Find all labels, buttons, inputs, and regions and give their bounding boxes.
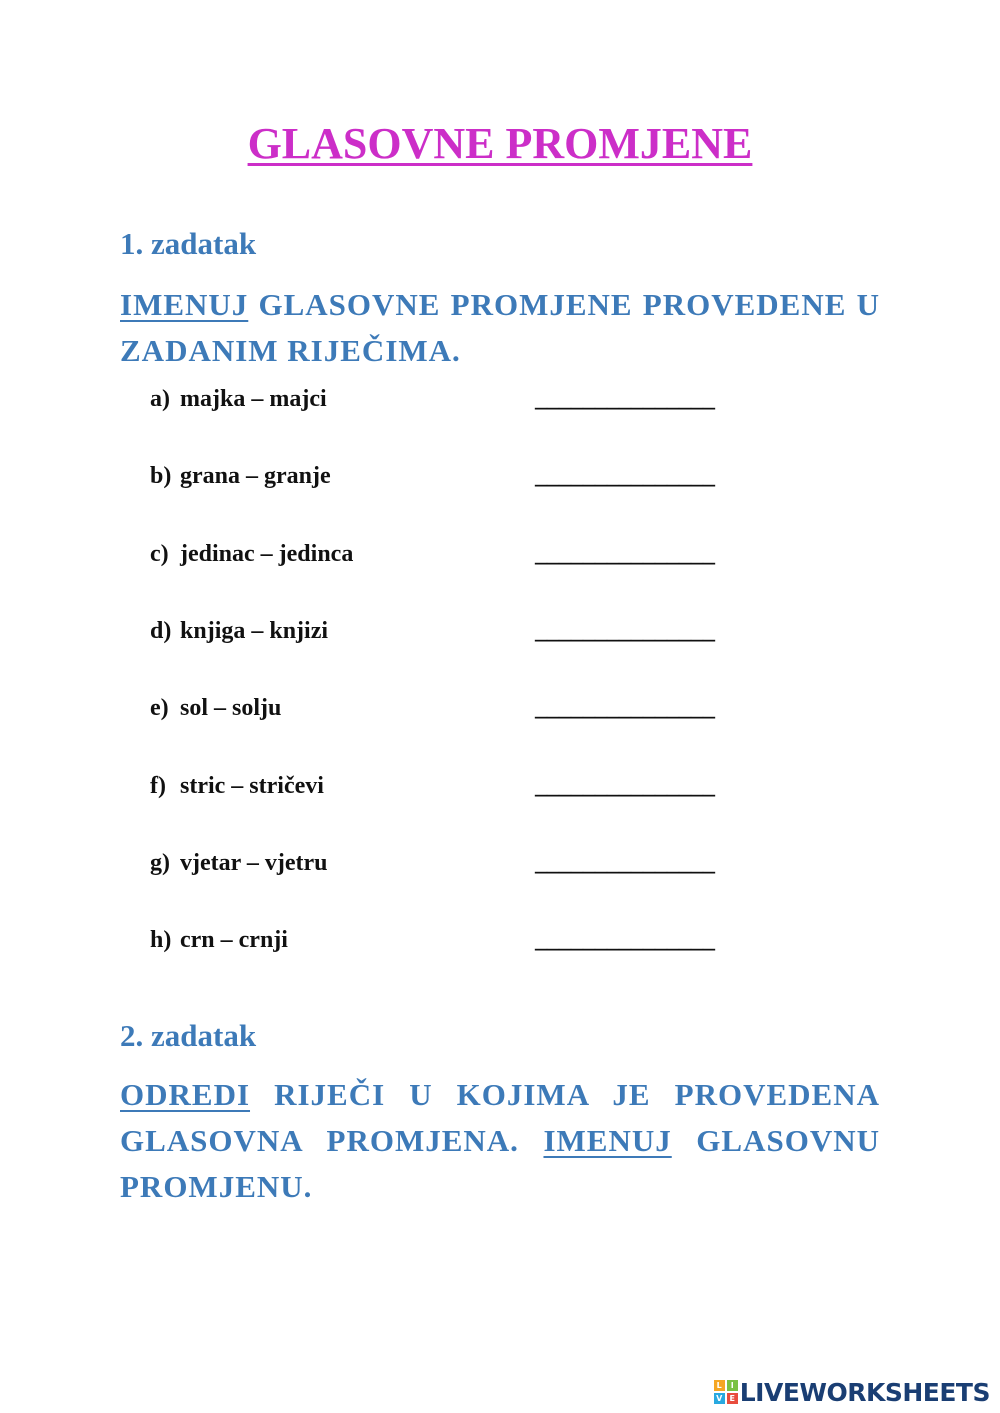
item-words: crn – crnji — [180, 927, 288, 954]
instruction-verb-1: ODREDI — [120, 1077, 251, 1112]
answer-blank[interactable]: _______________ — [535, 540, 715, 567]
task-2-instruction: ODREDI RIJEČI U KOJIMA JE PROVEDENA GLASOVNA PROMJENA. IMENUJ GLASOVNU PROMJENU. — [120, 1077, 880, 1204]
answer-blank[interactable]: _______________ — [535, 463, 715, 490]
item-letter: g) — [150, 849, 170, 876]
item-words: majka – majci — [180, 386, 327, 412]
list-item — [150, 695, 750, 731]
logo-square: L — [714, 1380, 725, 1391]
list-item — [150, 773, 750, 809]
item-words: grana – granje — [180, 463, 331, 490]
logo-square: V — [714, 1393, 725, 1404]
item-letter: b) — [150, 463, 172, 490]
list-item — [150, 463, 750, 499]
logo-square: E — [727, 1393, 738, 1404]
page-title: GLASOVNE PROMJENE — [247, 119, 753, 168]
list-item — [150, 850, 750, 886]
item-words: vjetar – vjetru — [180, 849, 328, 876]
list-item — [150, 618, 750, 654]
item-letter: d) — [150, 617, 172, 644]
list-item — [150, 386, 750, 422]
item-words: stric – stričevi — [180, 772, 324, 799]
item-letter: c) — [150, 540, 169, 567]
instruction-verb-2: IMENUJ — [543, 1123, 672, 1158]
list-item — [150, 541, 750, 577]
answer-blank[interactable]: _______________ — [535, 617, 715, 644]
item-letter: e) — [150, 695, 169, 722]
item-letter: a) — [150, 386, 170, 412]
answer-blank[interactable]: _______________ — [535, 386, 715, 412]
item-words: sol – solju — [180, 695, 282, 722]
logo-text: LIVEWORKSHEETS — [739, 1377, 990, 1407]
list-item — [150, 927, 750, 963]
answer-blank[interactable]: _______________ — [535, 772, 715, 799]
liveworksheets-logo — [714, 1376, 990, 1408]
answer-blank[interactable]: _______________ — [535, 849, 715, 876]
item-letter: f) — [150, 772, 166, 799]
answer-blank[interactable]: _______________ — [535, 695, 715, 722]
answer-blank[interactable]: _______________ — [535, 927, 715, 954]
instruction-verb: IMENUJ — [120, 287, 249, 322]
task-1-instruction: IMENUJ GLASOVNE PROMJENE PROVEDENE U ZADANIM RIJEČIMA. — [120, 287, 880, 368]
task-2-heading: 2. zadatak — [120, 1018, 257, 1053]
item-words: knjiga – knjizi — [180, 617, 329, 644]
item-letter: h) — [150, 927, 172, 954]
logo-mark-icon — [714, 1380, 738, 1404]
item-words: jedinac – jedinca — [180, 540, 354, 567]
task-1-heading: 1. zadatak — [120, 226, 257, 261]
logo-square: I — [727, 1380, 738, 1391]
